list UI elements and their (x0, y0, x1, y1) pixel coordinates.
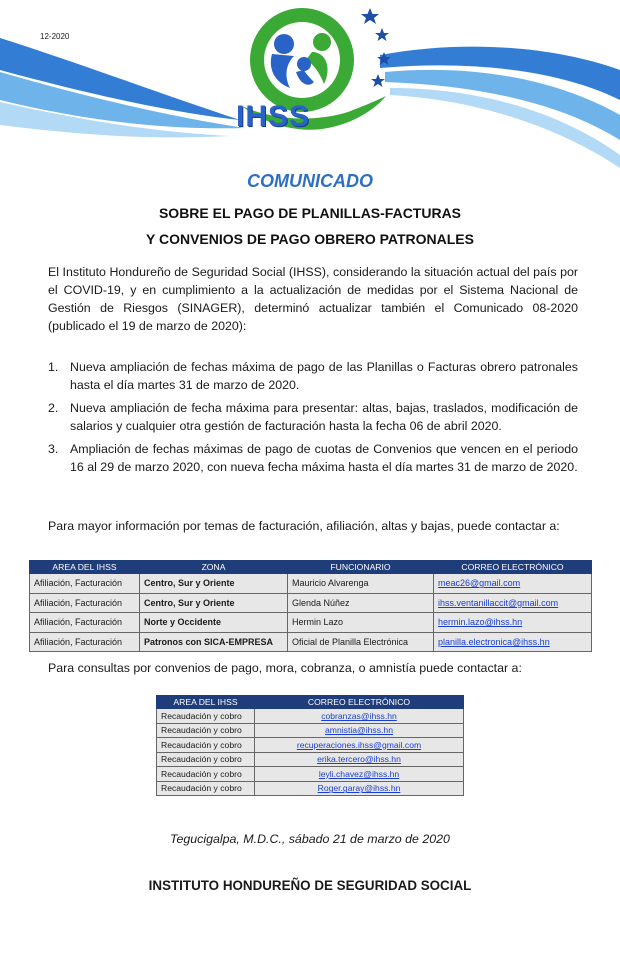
email-link[interactable]: recuperaciones.ihss@gmail.com (296, 739, 422, 750)
email-cell (434, 632, 592, 652)
measure-text: Ampliación de fechas máximas de pago de cuotas de Convenios que vencen en el periodo 16 al 29 de marzo 2020, con nueva fecha máxima hasta el día martes 31 de marzo de 2020. (70, 442, 578, 474)
measure-text: Nueva ampliación de fechas máxima de pago de las Planillas o Facturas obrero patronales hasta el día martes 31 de marzo de 2020. (70, 360, 578, 392)
email-link[interactable]: erika.tercero@ihss.hn (317, 754, 401, 765)
column-header: AREA DEL IHSS (157, 696, 255, 709)
zone-cell: Norte y Occidente (140, 613, 288, 633)
email-cell (255, 738, 464, 753)
subtitle-line-1: SOBRE EL PAGO DE PLANILLAS-FACTURAS (158, 205, 462, 221)
place-and-date: Tegucigalpa, M.D.C., sábado 21 de marzo de 2020 (170, 832, 450, 846)
column-header: AREA DEL IHSS (30, 561, 140, 574)
table-header-row (30, 561, 592, 574)
email-link[interactable]: cobranzas@ihss.hn (321, 710, 397, 721)
email-link[interactable]: hermin.lazo@ihss.hn (438, 617, 523, 628)
zone-cell: Centro, Sur y Oriente (140, 593, 288, 613)
logo-text: IHSS (236, 100, 311, 133)
measure-item (48, 399, 578, 435)
email-link[interactable]: amnistia@ihss.hn (325, 725, 393, 736)
table-row (157, 709, 464, 724)
area-cell: Afiliación, Facturación (30, 613, 140, 633)
table-row (157, 752, 464, 767)
column-header: CORREO ELECTRÓNICO (434, 561, 592, 574)
document-code: 12-2020 (40, 32, 70, 41)
table-row (157, 738, 464, 753)
intro-paragraph: El Instituto Hondureño de Seguridad Social (IHSS), considerando la situación actual del país por el COVID-19, y en cumplimiento a la actualización de medidas por el Sistema Nacional de Gestión de Riesgos (SINAGER), determinó actualizar también el Comunicado 08-2020 (publicado el 19 de marzo de 2020): (48, 265, 578, 333)
email-cell (255, 723, 464, 738)
email-cell (255, 752, 464, 767)
contact-intro-billing: Para mayor información por temas de facturación, afiliación, altas y bajas, puede contactar a: (48, 519, 560, 533)
area-cell: Recaudación y cobro (157, 752, 255, 767)
official-cell: Hermin Lazo (288, 613, 434, 633)
zone-cell: Centro, Sur y Oriente (140, 574, 288, 594)
email-link[interactable]: Roger.garay@ihss.hn (317, 783, 401, 794)
email-link[interactable]: meac26@gmail.com (438, 578, 521, 589)
email-link[interactable]: leyli.chavez@ihss.hn (318, 768, 400, 779)
email-cell (255, 709, 464, 724)
measures-list (48, 358, 578, 481)
table-row (157, 781, 464, 796)
column-header: CORREO ELECTRÓNICO (255, 696, 464, 709)
measure-number: 2. (48, 401, 59, 415)
email-cell (434, 593, 592, 613)
column-header: ZONA (140, 561, 288, 574)
table-row (157, 723, 464, 738)
email-cell (255, 767, 464, 782)
table-row (30, 574, 592, 594)
email-link[interactable]: planilla.electronica@ihss.hn (438, 636, 550, 647)
page-title: COMUNICADO (247, 171, 373, 191)
measure-item (48, 358, 578, 394)
table-row (30, 613, 592, 633)
collections-contacts-table (156, 695, 464, 796)
area-cell: Afiliación, Facturación (30, 632, 140, 652)
area-cell: Afiliación, Facturación (30, 593, 140, 613)
area-cell: Recaudación y cobro (157, 738, 255, 753)
star-icon (361, 8, 391, 87)
area-cell: Recaudación y cobro (157, 723, 255, 738)
area-cell: Recaudación y cobro (157, 781, 255, 796)
area-cell: Recaudación y cobro (157, 709, 255, 724)
area-cell: Afiliación, Facturación (30, 574, 140, 594)
official-cell: Glenda Núñez (288, 593, 434, 613)
zone-cell: Patronos con SICA-EMPRESA (140, 632, 288, 652)
measure-number: 3. (48, 442, 59, 456)
column-header: FUNCIONARIO (288, 561, 434, 574)
email-link[interactable]: ihss.ventanillaccit@gmail.com (438, 597, 559, 608)
table-row (30, 593, 592, 613)
official-cell: Mauricio Alvarenga (288, 574, 434, 594)
contact-intro-collections: Para consultas por convenios de pago, mora, cobranza, o amnistía puede contactar a: (48, 661, 522, 675)
table-row (30, 632, 592, 652)
subtitle-line-2: Y CONVENIOS DE PAGO OBRERO PATRONALES (145, 231, 474, 247)
table-header-row (157, 696, 464, 709)
email-cell (255, 781, 464, 796)
measure-item (48, 440, 578, 476)
measure-number: 1. (48, 360, 59, 374)
institution-signature: INSTITUTO HONDUREÑO DE SEGURIDAD SOCIAL (148, 878, 472, 893)
email-cell (434, 574, 592, 594)
billing-contacts-table (29, 560, 592, 652)
official-cell: Oficial de Planilla Electrónica (288, 632, 434, 652)
email-cell (434, 613, 592, 633)
table-row (157, 767, 464, 782)
area-cell: Recaudación y cobro (157, 767, 255, 782)
measure-text: Nueva ampliación de fecha máxima para presentar: altas, bajas, traslados, modificación de salarios y cualquier otra gestión de facturación hasta la fecha 06 de abril 2020. (70, 401, 578, 433)
